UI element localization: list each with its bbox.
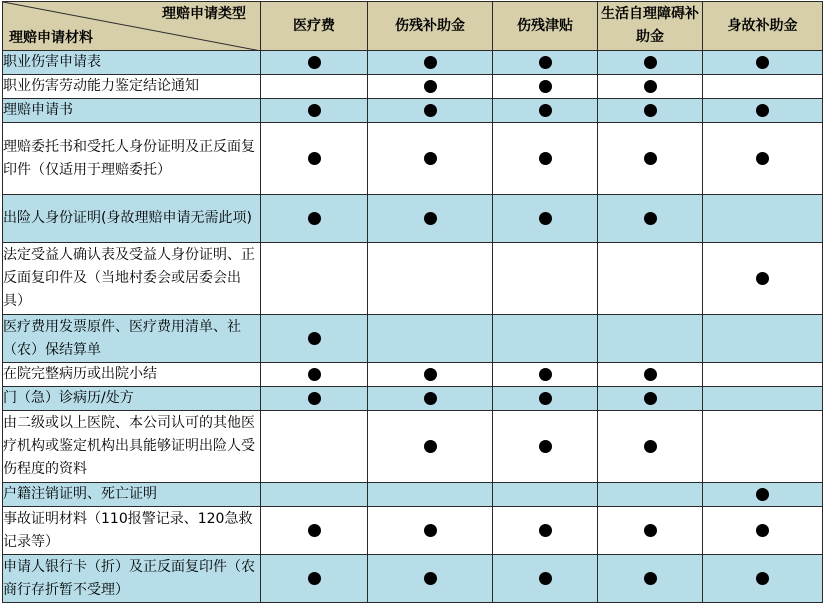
- required-dot-icon: [644, 104, 657, 117]
- requirement-cell: [368, 99, 493, 123]
- claim-type-header: 理赔申请类型: [162, 6, 246, 22]
- requirement-cell: [598, 363, 703, 387]
- material-cell: 职业伤害劳动能力鉴定结论通知: [3, 75, 261, 99]
- requirement-cell: [368, 555, 493, 603]
- requirement-cell: [703, 507, 823, 555]
- requirement-cell: [261, 363, 368, 387]
- table-row: [3, 483, 823, 507]
- required-dot-icon: [644, 56, 657, 69]
- requirement-cell: [493, 243, 598, 315]
- requirement-cell: [493, 483, 598, 507]
- table-row: [3, 99, 823, 123]
- required-dot-icon: [424, 440, 437, 453]
- required-dot-icon: [424, 524, 437, 537]
- requirement-cell: [703, 363, 823, 387]
- requirement-cell: [703, 51, 823, 75]
- material-cell: 事故证明材料（110报警记录、120急救记录等）: [3, 507, 261, 555]
- claim-materials-table: [2, 1, 823, 603]
- requirement-cell: [703, 411, 823, 483]
- requirement-cell: [703, 243, 823, 315]
- required-dot-icon: [539, 440, 552, 453]
- requirement-cell: [493, 51, 598, 75]
- column-header-self-care-subsidy: 生活自理障碍补助金: [598, 2, 703, 51]
- requirement-cell: [368, 411, 493, 483]
- requirement-cell: [261, 411, 368, 483]
- table-row: [3, 243, 823, 315]
- requirement-cell: [703, 123, 823, 195]
- requirement-cell: [493, 363, 598, 387]
- material-cell: 医疗费用发票原件、医疗费用清单、社（农）保结算单: [3, 315, 261, 363]
- requirement-cell: [703, 99, 823, 123]
- requirement-cell: [368, 195, 493, 243]
- requirement-cell: [493, 195, 598, 243]
- requirement-cell: [703, 75, 823, 99]
- required-dot-icon: [539, 152, 552, 165]
- required-dot-icon: [756, 56, 769, 69]
- required-dot-icon: [644, 212, 657, 225]
- required-dot-icon: [539, 80, 552, 93]
- material-cell: 申请人银行卡（折）及正反面复印件（农商行存折暂不受理）: [3, 555, 261, 603]
- material-cell: 门（急）诊病历/处方: [3, 387, 261, 411]
- requirement-cell: [261, 555, 368, 603]
- requirement-cell: [261, 99, 368, 123]
- required-dot-icon: [539, 572, 552, 585]
- material-cell: 出险人身份证明(身故理赔申请无需此项): [3, 195, 261, 243]
- table-row: [3, 195, 823, 243]
- requirement-cell: [368, 507, 493, 555]
- requirement-cell: [493, 123, 598, 195]
- required-dot-icon: [424, 368, 437, 381]
- header-row: [3, 2, 823, 51]
- requirement-cell: [261, 123, 368, 195]
- required-dot-icon: [756, 488, 769, 501]
- requirement-cell: [703, 315, 823, 363]
- material-cell: 职业伤害申请表: [3, 51, 261, 75]
- requirement-cell: [261, 387, 368, 411]
- requirement-cell: [598, 411, 703, 483]
- requirement-cell: [368, 483, 493, 507]
- column-header-disability-allowance: 伤残津贴: [493, 2, 598, 51]
- table-row: [3, 75, 823, 99]
- required-dot-icon: [539, 212, 552, 225]
- material-cell: 理赔委托书和受托人身份证明及正反面复印件（仅适用于理赔委托）: [3, 123, 261, 195]
- required-dot-icon: [644, 152, 657, 165]
- requirement-cell: [703, 387, 823, 411]
- required-dot-icon: [308, 572, 321, 585]
- required-dot-icon: [308, 332, 321, 345]
- required-dot-icon: [424, 572, 437, 585]
- requirement-cell: [368, 123, 493, 195]
- requirement-cell: [598, 243, 703, 315]
- requirement-cell: [261, 507, 368, 555]
- required-dot-icon: [644, 572, 657, 585]
- required-dot-icon: [644, 440, 657, 453]
- table-row: [3, 123, 823, 195]
- required-dot-icon: [308, 368, 321, 381]
- required-dot-icon: [308, 56, 321, 69]
- table-row: [3, 51, 823, 75]
- required-dot-icon: [756, 572, 769, 585]
- required-dot-icon: [308, 212, 321, 225]
- header-corner-cell: [3, 2, 261, 51]
- column-header-medical: 医疗费: [261, 2, 368, 51]
- table-row: [3, 363, 823, 387]
- material-cell: 法定受益人确认表及受益人身份证明、正反面复印件及（当地村委会或居委会出具）: [3, 243, 261, 315]
- requirement-cell: [261, 243, 368, 315]
- requirement-cell: [493, 387, 598, 411]
- required-dot-icon: [644, 368, 657, 381]
- requirement-cell: [598, 195, 703, 243]
- requirement-cell: [261, 75, 368, 99]
- required-dot-icon: [308, 524, 321, 537]
- required-dot-icon: [539, 368, 552, 381]
- requirement-cell: [368, 387, 493, 411]
- required-dot-icon: [644, 80, 657, 93]
- requirement-cell: [368, 51, 493, 75]
- required-dot-icon: [539, 56, 552, 69]
- requirement-cell: [368, 363, 493, 387]
- requirement-cell: [493, 411, 598, 483]
- table-row: [3, 555, 823, 603]
- requirement-cell: [703, 483, 823, 507]
- requirement-cell: [493, 75, 598, 99]
- requirement-cell: [493, 99, 598, 123]
- table-row: [3, 411, 823, 483]
- required-dot-icon: [756, 152, 769, 165]
- requirement-cell: [598, 51, 703, 75]
- requirement-cell: [598, 123, 703, 195]
- required-dot-icon: [424, 56, 437, 69]
- required-dot-icon: [756, 272, 769, 285]
- column-header-death-subsidy: 身故补助金: [703, 2, 823, 51]
- required-dot-icon: [539, 104, 552, 117]
- requirement-cell: [493, 507, 598, 555]
- column-header-disability-subsidy: 伤残补助金: [368, 2, 493, 51]
- required-dot-icon: [756, 104, 769, 117]
- claim-material-header: 理赔申请材料: [9, 30, 93, 46]
- requirement-cell: [703, 555, 823, 603]
- requirement-cell: [368, 243, 493, 315]
- requirement-cell: [598, 99, 703, 123]
- required-dot-icon: [756, 524, 769, 537]
- material-cell: 由二级或以上医院、本公司认可的其他医疗机构或鉴定机构出具能够证明出险人受伤程度的资料: [3, 411, 261, 483]
- requirement-cell: [703, 195, 823, 243]
- requirement-cell: [368, 315, 493, 363]
- required-dot-icon: [424, 392, 437, 405]
- requirement-cell: [368, 75, 493, 99]
- required-dot-icon: [424, 80, 437, 93]
- required-dot-icon: [308, 104, 321, 117]
- required-dot-icon: [424, 212, 437, 225]
- required-dot-icon: [644, 392, 657, 405]
- requirement-cell: [261, 195, 368, 243]
- requirement-cell: [598, 483, 703, 507]
- required-dot-icon: [308, 392, 321, 405]
- requirement-cell: [261, 315, 368, 363]
- requirement-cell: [493, 315, 598, 363]
- table-row: [3, 507, 823, 555]
- required-dot-icon: [644, 524, 657, 537]
- requirement-cell: [598, 555, 703, 603]
- requirement-cell: [598, 315, 703, 363]
- required-dot-icon: [539, 392, 552, 405]
- requirement-cell: [261, 483, 368, 507]
- required-dot-icon: [424, 104, 437, 117]
- material-cell: 理赔申请书: [3, 99, 261, 123]
- table-row: [3, 387, 823, 411]
- material-cell: 在院完整病历或出院小结: [3, 363, 261, 387]
- requirement-cell: [598, 507, 703, 555]
- table-row: [3, 315, 823, 363]
- requirement-cell: [598, 387, 703, 411]
- material-cell: 户籍注销证明、死亡证明: [3, 483, 261, 507]
- requirement-cell: [598, 75, 703, 99]
- requirement-cell: [261, 51, 368, 75]
- required-dot-icon: [308, 152, 321, 165]
- required-dot-icon: [539, 524, 552, 537]
- required-dot-icon: [424, 152, 437, 165]
- requirement-cell: [493, 555, 598, 603]
